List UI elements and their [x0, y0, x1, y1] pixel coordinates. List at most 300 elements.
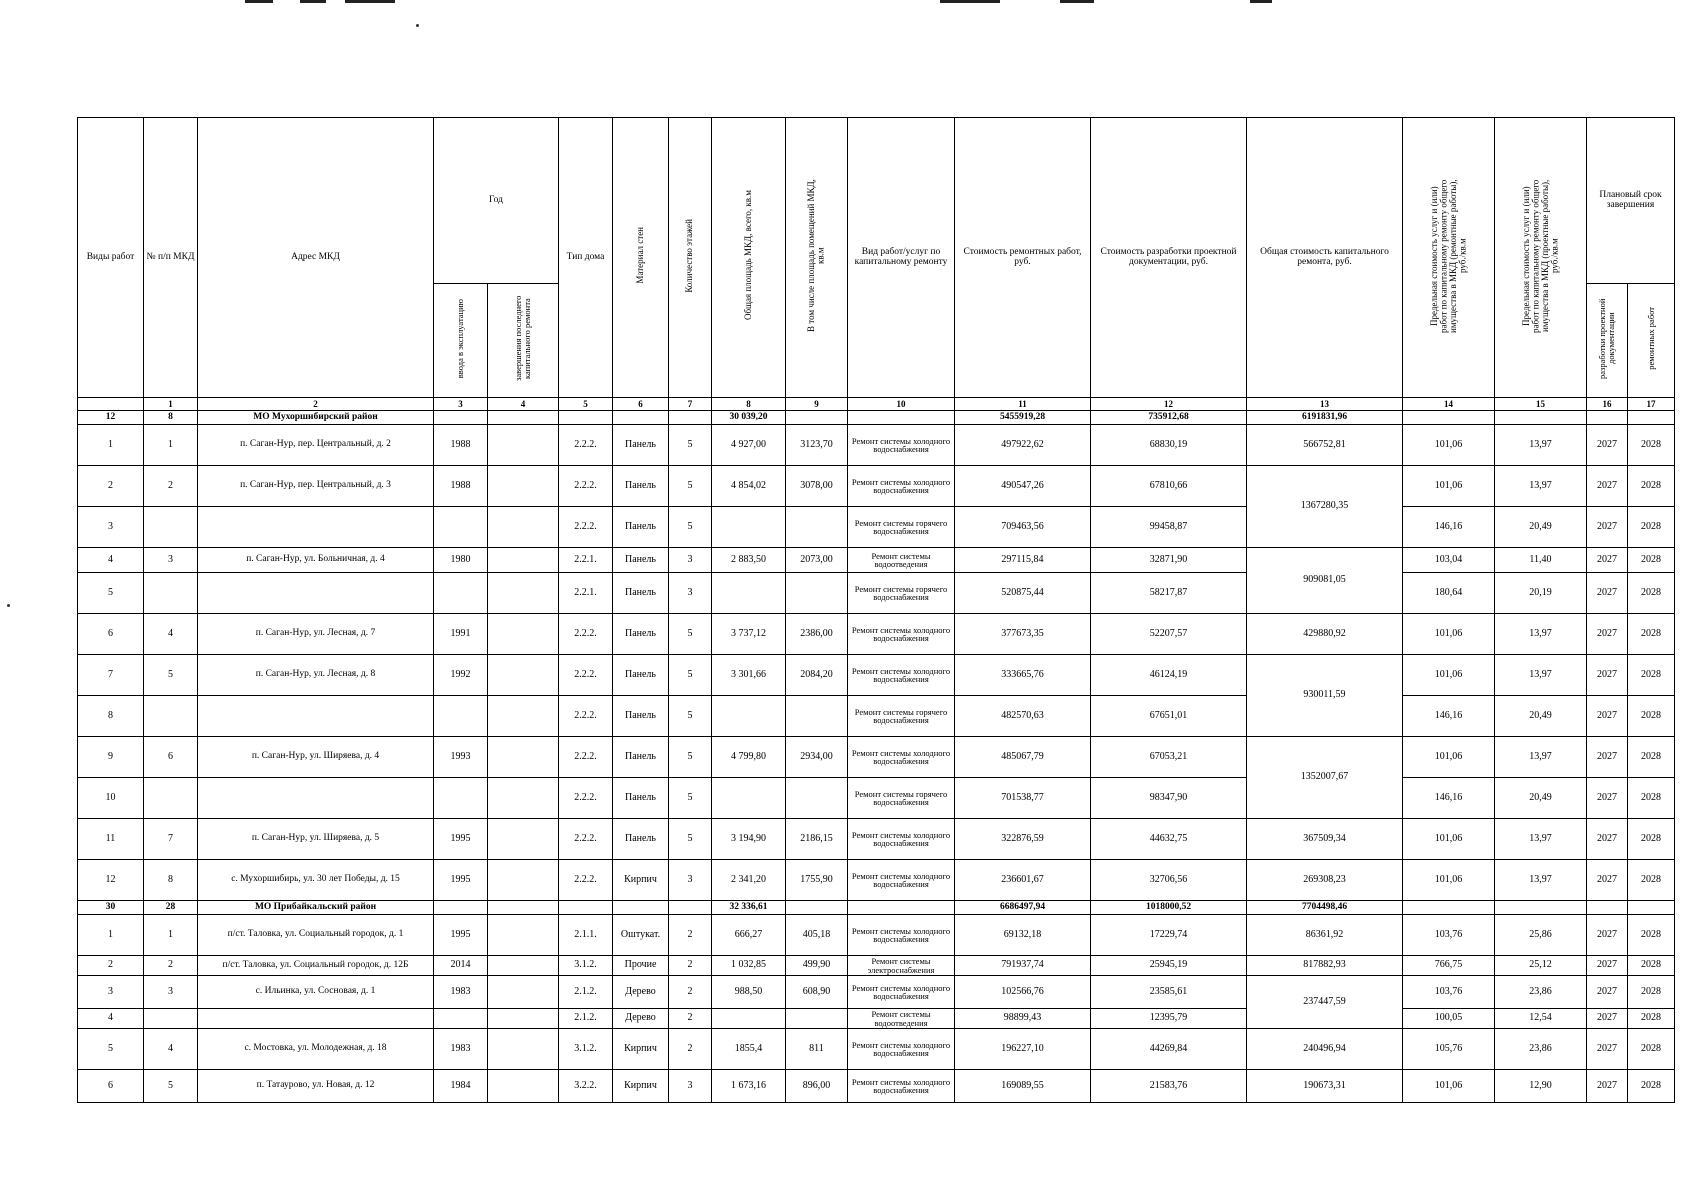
- limit-design-cost: 13,97: [1495, 737, 1587, 778]
- service-type: Ремонт системы водоотведения: [848, 548, 955, 573]
- repair-cost: 98899,43: [955, 1009, 1091, 1029]
- design-cost: 25945,19: [1091, 956, 1247, 976]
- design-cost: 12395,79: [1091, 1009, 1247, 1029]
- table-row: [78, 976, 1675, 1009]
- house-number: [144, 1009, 198, 1029]
- service-type: Ремонт системы горячего водоснабжения: [848, 696, 955, 737]
- deadline-repair: 2028: [1628, 507, 1675, 548]
- house-type: 2.2.2.: [559, 737, 613, 778]
- column-number: 15: [1495, 398, 1587, 411]
- total-cost: 1352007,67: [1247, 737, 1403, 819]
- limit-repair-cost: 146,16: [1403, 696, 1495, 737]
- total-area: 4 799,80: [712, 737, 786, 778]
- column-number: 13: [1247, 398, 1403, 411]
- empty-cell: [1587, 901, 1628, 915]
- deadline-design: 2027: [1587, 425, 1628, 466]
- table-row: [78, 696, 1675, 737]
- premises-area: [786, 778, 848, 819]
- work-number: 11: [78, 819, 144, 860]
- house-address: п. Саган-Нур, пер. Центральный, д. 2: [198, 425, 434, 466]
- limit-repair-cost: 103,04: [1403, 548, 1495, 573]
- house-type: 3.1.2.: [559, 1029, 613, 1070]
- commission-year: 1995: [434, 915, 488, 956]
- wall-material: Панель: [613, 819, 669, 860]
- deadline-design: 2027: [1587, 696, 1628, 737]
- house-address: п. Саган-Нур, ул. Ширяева, д. 5: [198, 819, 434, 860]
- house-number: [144, 507, 198, 548]
- commission-year: 1984: [434, 1070, 488, 1103]
- premises-area: 608,90: [786, 976, 848, 1009]
- house-number: 3: [144, 976, 198, 1009]
- empty-cell: [848, 411, 955, 425]
- last-repair-year: [488, 466, 559, 507]
- district-houses-count: 8: [144, 411, 198, 425]
- service-type: Ремонт системы холодного водоснабжения: [848, 737, 955, 778]
- floors: 3: [669, 860, 712, 901]
- work-number: 7: [78, 655, 144, 696]
- deadline-repair: 2028: [1628, 956, 1675, 976]
- work-number: 4: [78, 1009, 144, 1029]
- last-repair-year: [488, 819, 559, 860]
- limit-repair-cost: 101,06: [1403, 655, 1495, 696]
- total-cost: 86361,92: [1247, 915, 1403, 956]
- work-number: 6: [78, 1070, 144, 1103]
- design-cost: 44632,75: [1091, 819, 1247, 860]
- last-repair-year: [488, 696, 559, 737]
- deadline-design: 2027: [1587, 614, 1628, 655]
- deadline-repair: 2028: [1628, 1029, 1675, 1070]
- house-address: п. Татаурово, ул. Новая, д. 12: [198, 1070, 434, 1103]
- deadline-repair: 2028: [1628, 860, 1675, 901]
- deadline-design: 2027: [1587, 548, 1628, 573]
- empty-cell: [1628, 411, 1675, 425]
- district-design-cost: 1018000,52: [1091, 901, 1247, 915]
- total-area: [712, 573, 786, 614]
- house-number: [144, 778, 198, 819]
- total-area: [712, 778, 786, 819]
- total-cost: 1367280,35: [1247, 466, 1403, 548]
- district-group: [78, 411, 1675, 901]
- empty-cell: [786, 901, 848, 915]
- total-area: [712, 1009, 786, 1029]
- wall-material: Прочие: [613, 956, 669, 976]
- house-address: п. Саган-Нур, ул. Лесная, д. 8: [198, 655, 434, 696]
- district-summary-row: [78, 901, 1675, 915]
- column-number: 9: [786, 398, 848, 411]
- empty-cell: [434, 901, 488, 915]
- house-number: 2: [144, 466, 198, 507]
- deadline-repair: 2028: [1628, 425, 1675, 466]
- empty-cell: [786, 411, 848, 425]
- empty-cell: [1587, 411, 1628, 425]
- district-houses-count: 28: [144, 901, 198, 915]
- work-number: 12: [78, 860, 144, 901]
- work-number: 9: [78, 737, 144, 778]
- floors: 5: [669, 425, 712, 466]
- house-address: с. Мостовка, ул. Молодежная, д. 18: [198, 1029, 434, 1070]
- floors: 3: [669, 1070, 712, 1103]
- deadline-repair: 2028: [1628, 819, 1675, 860]
- column-number: 4: [488, 398, 559, 411]
- house-type: 2.2.2.: [559, 507, 613, 548]
- repair-cost: 701538,77: [955, 778, 1091, 819]
- limit-repair-cost: 146,16: [1403, 778, 1495, 819]
- wall-material: Кирпич: [613, 1070, 669, 1103]
- wall-material: Оштукат.: [613, 915, 669, 956]
- house-address: [198, 573, 434, 614]
- total-area: 1855,4: [712, 1029, 786, 1070]
- last-repair-year: [488, 956, 559, 976]
- column-number-row: [78, 398, 1675, 411]
- house-address: п. Саган-Нур, ул. Ширяева, д. 4: [198, 737, 434, 778]
- district-name: МО Мухоршибирский район: [198, 411, 434, 425]
- floors: 5: [669, 696, 712, 737]
- table-row: [78, 614, 1675, 655]
- deadline-design: 2027: [1587, 1009, 1628, 1029]
- deadline-repair: 2028: [1628, 696, 1675, 737]
- house-type: 2.2.2.: [559, 819, 613, 860]
- empty-cell: [848, 901, 955, 915]
- house-number: 2: [144, 956, 198, 976]
- premises-area: 405,18: [786, 915, 848, 956]
- house-address: с. Мухоршибирь, ул. 30 лет Победы, д. 15: [198, 860, 434, 901]
- design-cost: 99458,87: [1091, 507, 1247, 548]
- house-address: [198, 778, 434, 819]
- last-repair-year: [488, 976, 559, 1009]
- table-row: [78, 466, 1675, 507]
- deadline-design: 2027: [1587, 1029, 1628, 1070]
- house-type: 2.1.2.: [559, 976, 613, 1009]
- empty-cell: [1628, 901, 1675, 915]
- house-type: 2.2.2.: [559, 614, 613, 655]
- deadline-repair: 2028: [1628, 548, 1675, 573]
- district-repair-cost: 6686497,94: [955, 901, 1091, 915]
- wall-material: Панель: [613, 573, 669, 614]
- column-number: 17: [1628, 398, 1675, 411]
- district-design-cost: 735912,68: [1091, 411, 1247, 425]
- empty-cell: [1403, 901, 1495, 915]
- limit-design-cost: 13,97: [1495, 614, 1587, 655]
- header-year-last-repair: завершения последнего капитального ремонта: [488, 284, 559, 398]
- table-row: [78, 860, 1675, 901]
- limit-design-cost: 13,97: [1495, 860, 1587, 901]
- house-address: [198, 507, 434, 548]
- limit-repair-cost: 105,76: [1403, 1029, 1495, 1070]
- design-cost: 67651,01: [1091, 696, 1247, 737]
- service-type: Ремонт системы горячего водоснабжения: [848, 778, 955, 819]
- table-row: [78, 425, 1675, 466]
- table-row: [78, 1029, 1675, 1070]
- total-area: [712, 696, 786, 737]
- total-cost: 367509,34: [1247, 819, 1403, 860]
- limit-repair-cost: 101,06: [1403, 860, 1495, 901]
- limit-repair-cost: 180,64: [1403, 573, 1495, 614]
- house-type: 2.1.2.: [559, 1009, 613, 1029]
- deadline-repair: 2028: [1628, 573, 1675, 614]
- total-cost: 240496,94: [1247, 1029, 1403, 1070]
- repair-cost: 69132,18: [955, 915, 1091, 956]
- design-cost: 32871,90: [1091, 548, 1247, 573]
- house-number: [144, 573, 198, 614]
- limit-repair-cost: 146,16: [1403, 507, 1495, 548]
- header-total-area: Общая площадь МКД, всего, кв.м: [712, 118, 786, 398]
- total-area: 988,50: [712, 976, 786, 1009]
- column-number: 12: [1091, 398, 1247, 411]
- house-type: 3.1.2.: [559, 956, 613, 976]
- house-type: 2.2.2.: [559, 655, 613, 696]
- total-area: 1 673,16: [712, 1070, 786, 1103]
- wall-material: Панель: [613, 737, 669, 778]
- empty-cell: [613, 411, 669, 425]
- table-row: [78, 778, 1675, 819]
- limit-design-cost: 13,97: [1495, 425, 1587, 466]
- empty-cell: [1495, 411, 1587, 425]
- wall-material: Панель: [613, 696, 669, 737]
- deadline-design: 2027: [1587, 860, 1628, 901]
- total-area: 2 883,50: [712, 548, 786, 573]
- house-address: п. Саган-Нур, ул. Лесная, д. 7: [198, 614, 434, 655]
- header-house-type: Тип дома: [559, 118, 613, 398]
- limit-repair-cost: 103,76: [1403, 915, 1495, 956]
- limit-design-cost: 20,49: [1495, 507, 1587, 548]
- commission-year: 1983: [434, 976, 488, 1009]
- deadline-design: 2027: [1587, 976, 1628, 1009]
- limit-design-cost: 12,90: [1495, 1070, 1587, 1103]
- limit-design-cost: 11,40: [1495, 548, 1587, 573]
- repair-cost: 791937,74: [955, 956, 1091, 976]
- repair-cost: 490547,26: [955, 466, 1091, 507]
- total-area: 2 341,20: [712, 860, 786, 901]
- premises-area: 2073,00: [786, 548, 848, 573]
- column-number: 7: [669, 398, 712, 411]
- total-area: 3 737,12: [712, 614, 786, 655]
- premises-area: 3123,70: [786, 425, 848, 466]
- deadline-repair: 2028: [1628, 1070, 1675, 1103]
- limit-repair-cost: 101,06: [1403, 425, 1495, 466]
- empty-cell: [1403, 411, 1495, 425]
- commission-year: 1992: [434, 655, 488, 696]
- deadline-design: 2027: [1587, 1070, 1628, 1103]
- service-type: Ремонт системы холодного водоснабжения: [848, 1070, 955, 1103]
- header-number: № п/п МКД: [144, 118, 198, 398]
- premises-area: 2186,15: [786, 819, 848, 860]
- premises-area: [786, 1009, 848, 1029]
- design-cost: 23585,61: [1091, 976, 1247, 1009]
- service-type: Ремонт системы холодного водоснабжения: [848, 466, 955, 507]
- repair-cost: 322876,59: [955, 819, 1091, 860]
- repair-cost: 102566,76: [955, 976, 1091, 1009]
- empty-cell: [669, 901, 712, 915]
- limit-design-cost: 13,97: [1495, 466, 1587, 507]
- premises-area: 811: [786, 1029, 848, 1070]
- total-area: 3 301,66: [712, 655, 786, 696]
- premises-area: 896,00: [786, 1070, 848, 1103]
- house-type: 2.2.2.: [559, 696, 613, 737]
- column-number: 3: [434, 398, 488, 411]
- wall-material: Кирпич: [613, 860, 669, 901]
- empty-cell: [1495, 901, 1587, 915]
- column-number: 5: [559, 398, 613, 411]
- last-repair-year: [488, 1029, 559, 1070]
- work-number: 2: [78, 956, 144, 976]
- commission-year: [434, 778, 488, 819]
- deadline-repair: 2028: [1628, 1009, 1675, 1029]
- header-premises-area: В том числе площадь помещений МКД, кв.м: [786, 118, 848, 398]
- work-number: 1: [78, 425, 144, 466]
- house-number: 5: [144, 655, 198, 696]
- total-cost: 817882,93: [1247, 956, 1403, 976]
- repair-cost: 377673,35: [955, 614, 1091, 655]
- design-cost: 67810,66: [1091, 466, 1247, 507]
- work-number: 3: [78, 976, 144, 1009]
- last-repair-year: [488, 507, 559, 548]
- repair-cost: 520875,44: [955, 573, 1091, 614]
- table-row: [78, 819, 1675, 860]
- service-type: Ремонт системы водоотведения: [848, 1009, 955, 1029]
- header-wall-material: Материал стен: [613, 118, 669, 398]
- scan-speck: [416, 24, 419, 27]
- commission-year: 1988: [434, 425, 488, 466]
- table-row: [78, 655, 1675, 696]
- deadline-design: 2027: [1587, 956, 1628, 976]
- limit-design-cost: 25,12: [1495, 956, 1587, 976]
- header-limit-design: Предельная стоимость услуг и (или) работ по капитальному ремонту общего имущества в МКД (проектные работы), руб./кв.м: [1495, 118, 1587, 398]
- table-row: [78, 548, 1675, 573]
- header-total-cost: Общая стоимость капитального ремонта, руб.: [1247, 118, 1403, 398]
- floors: 2: [669, 915, 712, 956]
- table-row: [78, 1009, 1675, 1029]
- total-area: [712, 507, 786, 548]
- column-number: 11: [955, 398, 1091, 411]
- commission-year: [434, 573, 488, 614]
- deadline-repair: 2028: [1628, 976, 1675, 1009]
- deadline-design: 2027: [1587, 507, 1628, 548]
- floors: 2: [669, 956, 712, 976]
- header-row: [78, 118, 1675, 284]
- last-repair-year: [488, 573, 559, 614]
- house-type: 2.2.1.: [559, 548, 613, 573]
- work-number: 6: [78, 614, 144, 655]
- premises-area: [786, 507, 848, 548]
- design-cost: 52207,57: [1091, 614, 1247, 655]
- floors: 2: [669, 976, 712, 1009]
- house-type: 2.2.2.: [559, 466, 613, 507]
- limit-repair-cost: 100,05: [1403, 1009, 1495, 1029]
- empty-cell: [559, 901, 613, 915]
- house-number: 3: [144, 548, 198, 573]
- house-address: [198, 1009, 434, 1029]
- floors: 5: [669, 737, 712, 778]
- header-work-type: Виды работ: [78, 118, 144, 398]
- scan-speck: [7, 604, 10, 607]
- table-row: [78, 915, 1675, 956]
- wall-material: Панель: [613, 778, 669, 819]
- column-number: 8: [712, 398, 786, 411]
- work-number: 1: [78, 915, 144, 956]
- district-total-area: 32 336,61: [712, 901, 786, 915]
- commission-year: 1983: [434, 1029, 488, 1070]
- total-cost: 930011,59: [1247, 655, 1403, 737]
- empty-cell: [488, 901, 559, 915]
- commission-year: [434, 696, 488, 737]
- limit-design-cost: 23,86: [1495, 1029, 1587, 1070]
- header-service-type: Вид работ/услуг по капитальному ремонту: [848, 118, 955, 398]
- wall-material: Панель: [613, 614, 669, 655]
- deadline-repair: 2028: [1628, 915, 1675, 956]
- service-type: Ремонт системы холодного водоснабжения: [848, 1029, 955, 1070]
- service-type: Ремонт системы холодного водоснабжения: [848, 425, 955, 466]
- table-row: [78, 573, 1675, 614]
- header-year: Год: [434, 118, 559, 284]
- wall-material: Панель: [613, 425, 669, 466]
- wall-material: Дерево: [613, 976, 669, 1009]
- floors: 3: [669, 548, 712, 573]
- limit-design-cost: 25,86: [1495, 915, 1587, 956]
- table-row: [78, 737, 1675, 778]
- floors: 3: [669, 573, 712, 614]
- house-number: 7: [144, 819, 198, 860]
- service-type: Ремонт системы холодного водоснабжения: [848, 915, 955, 956]
- house-number: 5: [144, 1070, 198, 1103]
- house-address: п. Саган-Нур, пер. Центральный, д. 3: [198, 466, 434, 507]
- column-number: 1: [144, 398, 198, 411]
- commission-year: 1995: [434, 819, 488, 860]
- design-cost: 98347,90: [1091, 778, 1247, 819]
- total-area: 1 032,85: [712, 956, 786, 976]
- house-address: с. Ильинка, ул. Сосновая, д. 1: [198, 976, 434, 1009]
- floors: 5: [669, 778, 712, 819]
- service-type: Ремонт системы холодного водоснабжения: [848, 860, 955, 901]
- house-type: 2.1.1.: [559, 915, 613, 956]
- deadline-design: 2027: [1587, 655, 1628, 696]
- work-number: 3: [78, 507, 144, 548]
- district-total-area: 30 039,20: [712, 411, 786, 425]
- wall-material: Кирпич: [613, 1029, 669, 1070]
- wall-material: Панель: [613, 548, 669, 573]
- house-address: п. Саган-Нур, ул. Больничная, д. 4: [198, 548, 434, 573]
- house-type: 2.2.1.: [559, 573, 613, 614]
- repair-cost: 196227,10: [955, 1029, 1091, 1070]
- wall-material: Панель: [613, 466, 669, 507]
- deadline-design: 2027: [1587, 915, 1628, 956]
- premises-area: 3078,00: [786, 466, 848, 507]
- deadline-design: 2027: [1587, 819, 1628, 860]
- work-number: 4: [78, 548, 144, 573]
- table-row: [78, 507, 1675, 548]
- limit-design-cost: 13,97: [1495, 819, 1587, 860]
- repair-cost: 485067,79: [955, 737, 1091, 778]
- floors: 2: [669, 1009, 712, 1029]
- design-cost: 58217,87: [1091, 573, 1247, 614]
- premises-area: [786, 573, 848, 614]
- limit-repair-cost: 103,76: [1403, 976, 1495, 1009]
- district-works-count: 30: [78, 901, 144, 915]
- limit-design-cost: 20,49: [1495, 778, 1587, 819]
- header-limit-repair: Предельная стоимость услуг и (или) работ по капитальному ремонту общего имущества в МКД (ремонтные работы), руб./кв.м: [1403, 118, 1495, 398]
- floors: 5: [669, 614, 712, 655]
- header-deadline-repair: ремонтных работ: [1628, 284, 1675, 398]
- design-cost: 32706,56: [1091, 860, 1247, 901]
- premises-area: 499,90: [786, 956, 848, 976]
- limit-repair-cost: 101,06: [1403, 737, 1495, 778]
- design-cost: 68830,19: [1091, 425, 1247, 466]
- column-number: 14: [1403, 398, 1495, 411]
- last-repair-year: [488, 737, 559, 778]
- limit-repair-cost: 101,06: [1403, 614, 1495, 655]
- house-number: 1: [144, 915, 198, 956]
- premises-area: [786, 696, 848, 737]
- last-repair-year: [488, 860, 559, 901]
